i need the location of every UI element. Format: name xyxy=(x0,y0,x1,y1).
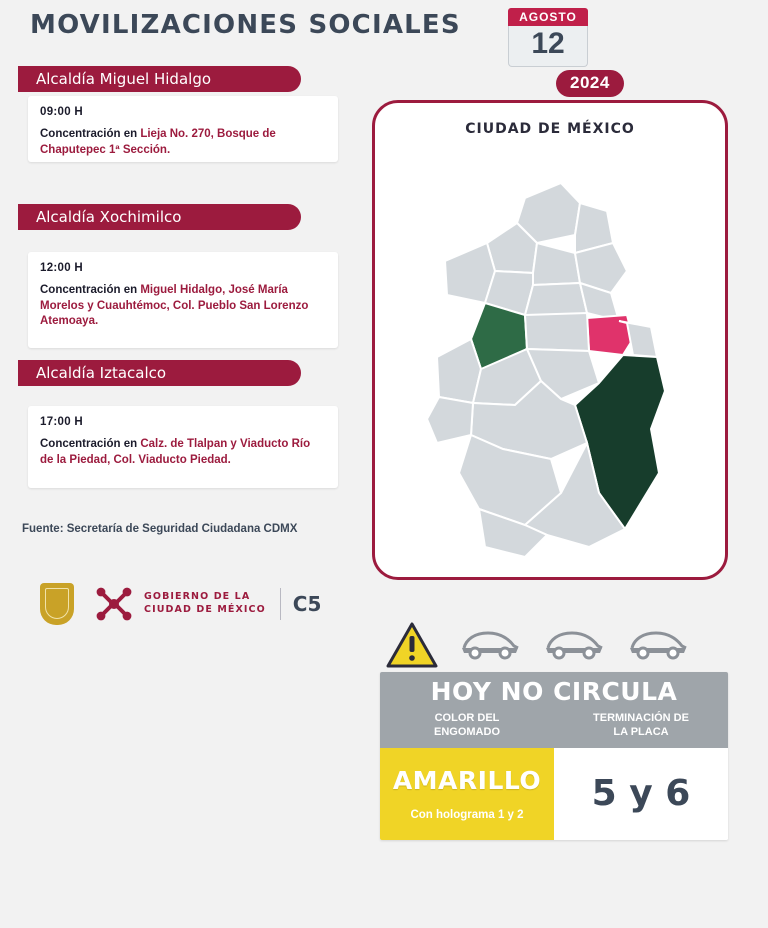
event-description xyxy=(40,437,326,468)
hnc-holograma: Con holograma 1 y 2 xyxy=(410,809,524,821)
hnc-color-cell xyxy=(380,748,554,840)
calendar-year: 2024 xyxy=(556,70,624,97)
hnc-values xyxy=(380,748,728,840)
hnc-icon-row xyxy=(380,618,728,672)
event-place: Miguel Hidalgo, José María Morelos y Cuauhtémoc, Col. Pueblo San Lorenzo Atemoaya. xyxy=(40,284,309,328)
source-note: Fuente: Secretaría de Seguridad Ciudadana CDMX xyxy=(22,523,298,535)
logo-divider xyxy=(280,588,281,620)
alcaldia-header-3 xyxy=(18,360,301,386)
hnc-col1-line1: COLOR DEL xyxy=(434,712,500,724)
event-hour: 17:00 H xyxy=(40,416,84,428)
warning-icon xyxy=(386,622,438,668)
c5-label: C5 xyxy=(292,592,322,616)
alcaldia-label: Alcaldía Xochimilco xyxy=(36,208,182,226)
cdmx-logo-icon xyxy=(94,584,134,624)
hnc-col2-line1: TERMINACIÓN DE xyxy=(593,712,689,724)
hnc-col2-line2: LA PLACA xyxy=(613,725,669,738)
event-place: Calz. de Tlalpan y Viaducto Río de la Piedad, Col. Viaducto Piedad. xyxy=(40,438,311,466)
hnc-column-headers xyxy=(380,712,728,748)
hoy-no-circula-panel xyxy=(380,618,728,840)
event-lead: Concentración xyxy=(40,438,121,450)
hnc-col1-line2: ENGOMADO xyxy=(434,725,500,738)
event-card-3 xyxy=(28,406,338,488)
hnc-col2-header xyxy=(554,712,728,740)
alcaldia-label: Alcaldía Miguel Hidalgo xyxy=(36,70,212,88)
alcaldia-header-2 xyxy=(18,204,301,230)
alcaldia-header-1 xyxy=(18,66,301,92)
event-place: Lieja No. 270, Bosque de Chaputepec 1ª Sección. xyxy=(40,128,276,156)
footer-logos xyxy=(40,583,321,625)
cdmx-shield-icon xyxy=(40,583,74,625)
page-title: MOVILIZACIONES SOCIALES xyxy=(30,10,461,40)
calendar-day: 12 xyxy=(508,26,588,67)
car-icon-2 xyxy=(542,626,606,665)
hnc-color-value: AMARILLO xyxy=(392,766,542,795)
event-description xyxy=(40,127,326,158)
event-description xyxy=(40,283,326,330)
event-prefix: en xyxy=(120,128,141,140)
map-title: CIUDAD DE MÉXICO xyxy=(465,121,635,137)
cdmx-map xyxy=(375,143,725,573)
map-panel xyxy=(372,100,728,580)
hnc-plate-cell: 5 y 6 xyxy=(554,748,728,840)
calendar-badge xyxy=(508,8,588,67)
event-lead: Concentración xyxy=(40,128,121,140)
alcaldia-label: Alcaldía Iztacalco xyxy=(36,364,167,382)
hnc-col1-header xyxy=(380,712,554,740)
government-label xyxy=(144,591,266,617)
hnc-board xyxy=(380,672,728,840)
hnc-title: HOY NO CIRCULA xyxy=(380,672,728,712)
calendar-month: AGOSTO xyxy=(508,8,588,26)
car-icon-1 xyxy=(458,626,522,665)
gob-line-1: GOBIERNO DE LA xyxy=(144,591,251,603)
event-prefix: en xyxy=(120,284,141,296)
event-card-1 xyxy=(28,96,338,162)
event-prefix: en xyxy=(120,438,141,450)
gob-line-2: CIUDAD DE MÉXICO xyxy=(144,604,266,615)
event-hour: 12:00 H xyxy=(40,262,84,274)
event-card-2 xyxy=(28,252,338,348)
event-hour: 09:00 H xyxy=(40,106,84,118)
event-lead: Concentración xyxy=(40,284,121,296)
car-icon-3 xyxy=(626,626,690,665)
